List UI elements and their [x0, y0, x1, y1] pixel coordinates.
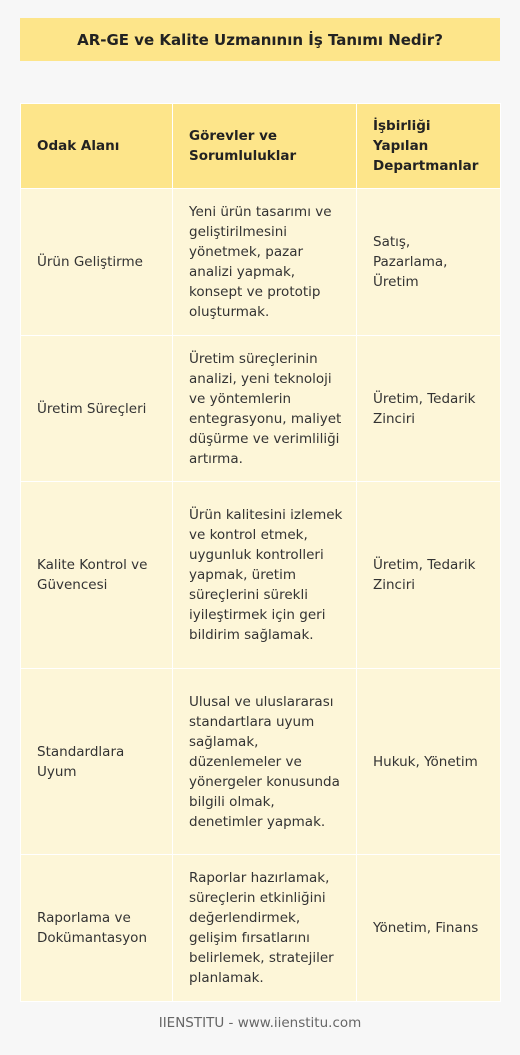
- departments-cell: Üretim, Tedarik Zinciri: [357, 336, 501, 482]
- header-focus-area: Odak Alanı: [21, 104, 173, 189]
- departments-cell: Hukuk, Yönetim: [357, 669, 501, 855]
- table-row: [21, 336, 501, 482]
- focus-area-cell: Ürün Geliştirme: [21, 189, 173, 336]
- table-row: [21, 669, 501, 855]
- focus-area-cell: Standardlara Uyum: [21, 669, 173, 855]
- duties-cell: Raporlar hazırlamak, süreçlerin etkinliğini değerlendirmek, gelişim fırsatlarını belirlemek, stratejiler planlamak.: [173, 855, 357, 1002]
- table-row: [21, 855, 501, 1002]
- page-title: AR-GE ve Kalite Uzmanının İş Tanımı Nedir?: [77, 30, 443, 49]
- duties-cell: Ürün kalitesini izlemek ve kontrol etmek, uygunluk kontrolleri yapmak, üretim süreçlerini sürekli iyileştirmek için geri bildirim sağlamak.: [173, 482, 357, 669]
- table-row: [21, 482, 501, 669]
- header-departments: İşbirliği Yapılan Departmanlar: [357, 104, 501, 189]
- focus-area-cell: Üretim Süreçleri: [21, 336, 173, 482]
- departments-cell: Yönetim, Finans: [357, 855, 501, 1002]
- duties-cell: Yeni ürün tasarımı ve geliştirilmesini yönetmek, pazar analizi yapmak, konsept ve prototip oluşturmak.: [173, 189, 357, 336]
- title-bar: [20, 18, 500, 61]
- job-description-table: [20, 103, 501, 1002]
- duties-cell: Üretim süreçlerinin analizi, yeni teknoloji ve yöntemlerin entegrasyonu, maliyet düşürme ve verimliliği artırma.: [173, 336, 357, 482]
- table-header-row: [21, 104, 501, 189]
- footer-credit: IIENSTITU - www.iienstitu.com: [158, 1015, 362, 1031]
- focus-area-cell: Raporlama ve Dokümantasyon: [21, 855, 173, 1002]
- focus-area-cell: Kalite Kontrol ve Güvencesi: [21, 482, 173, 669]
- table-row: [21, 189, 501, 336]
- departments-cell: Üretim, Tedarik Zinciri: [357, 482, 501, 669]
- departments-cell: Satış, Pazarlama, Üretim: [357, 189, 501, 336]
- duties-cell: Ulusal ve uluslararası standartlara uyum sağlamak, düzenlemeler ve yönergeler konusunda bilgili olmak, denetimler yapmak.: [173, 669, 357, 855]
- header-duties: Görevler ve Sorumluluklar: [173, 104, 357, 189]
